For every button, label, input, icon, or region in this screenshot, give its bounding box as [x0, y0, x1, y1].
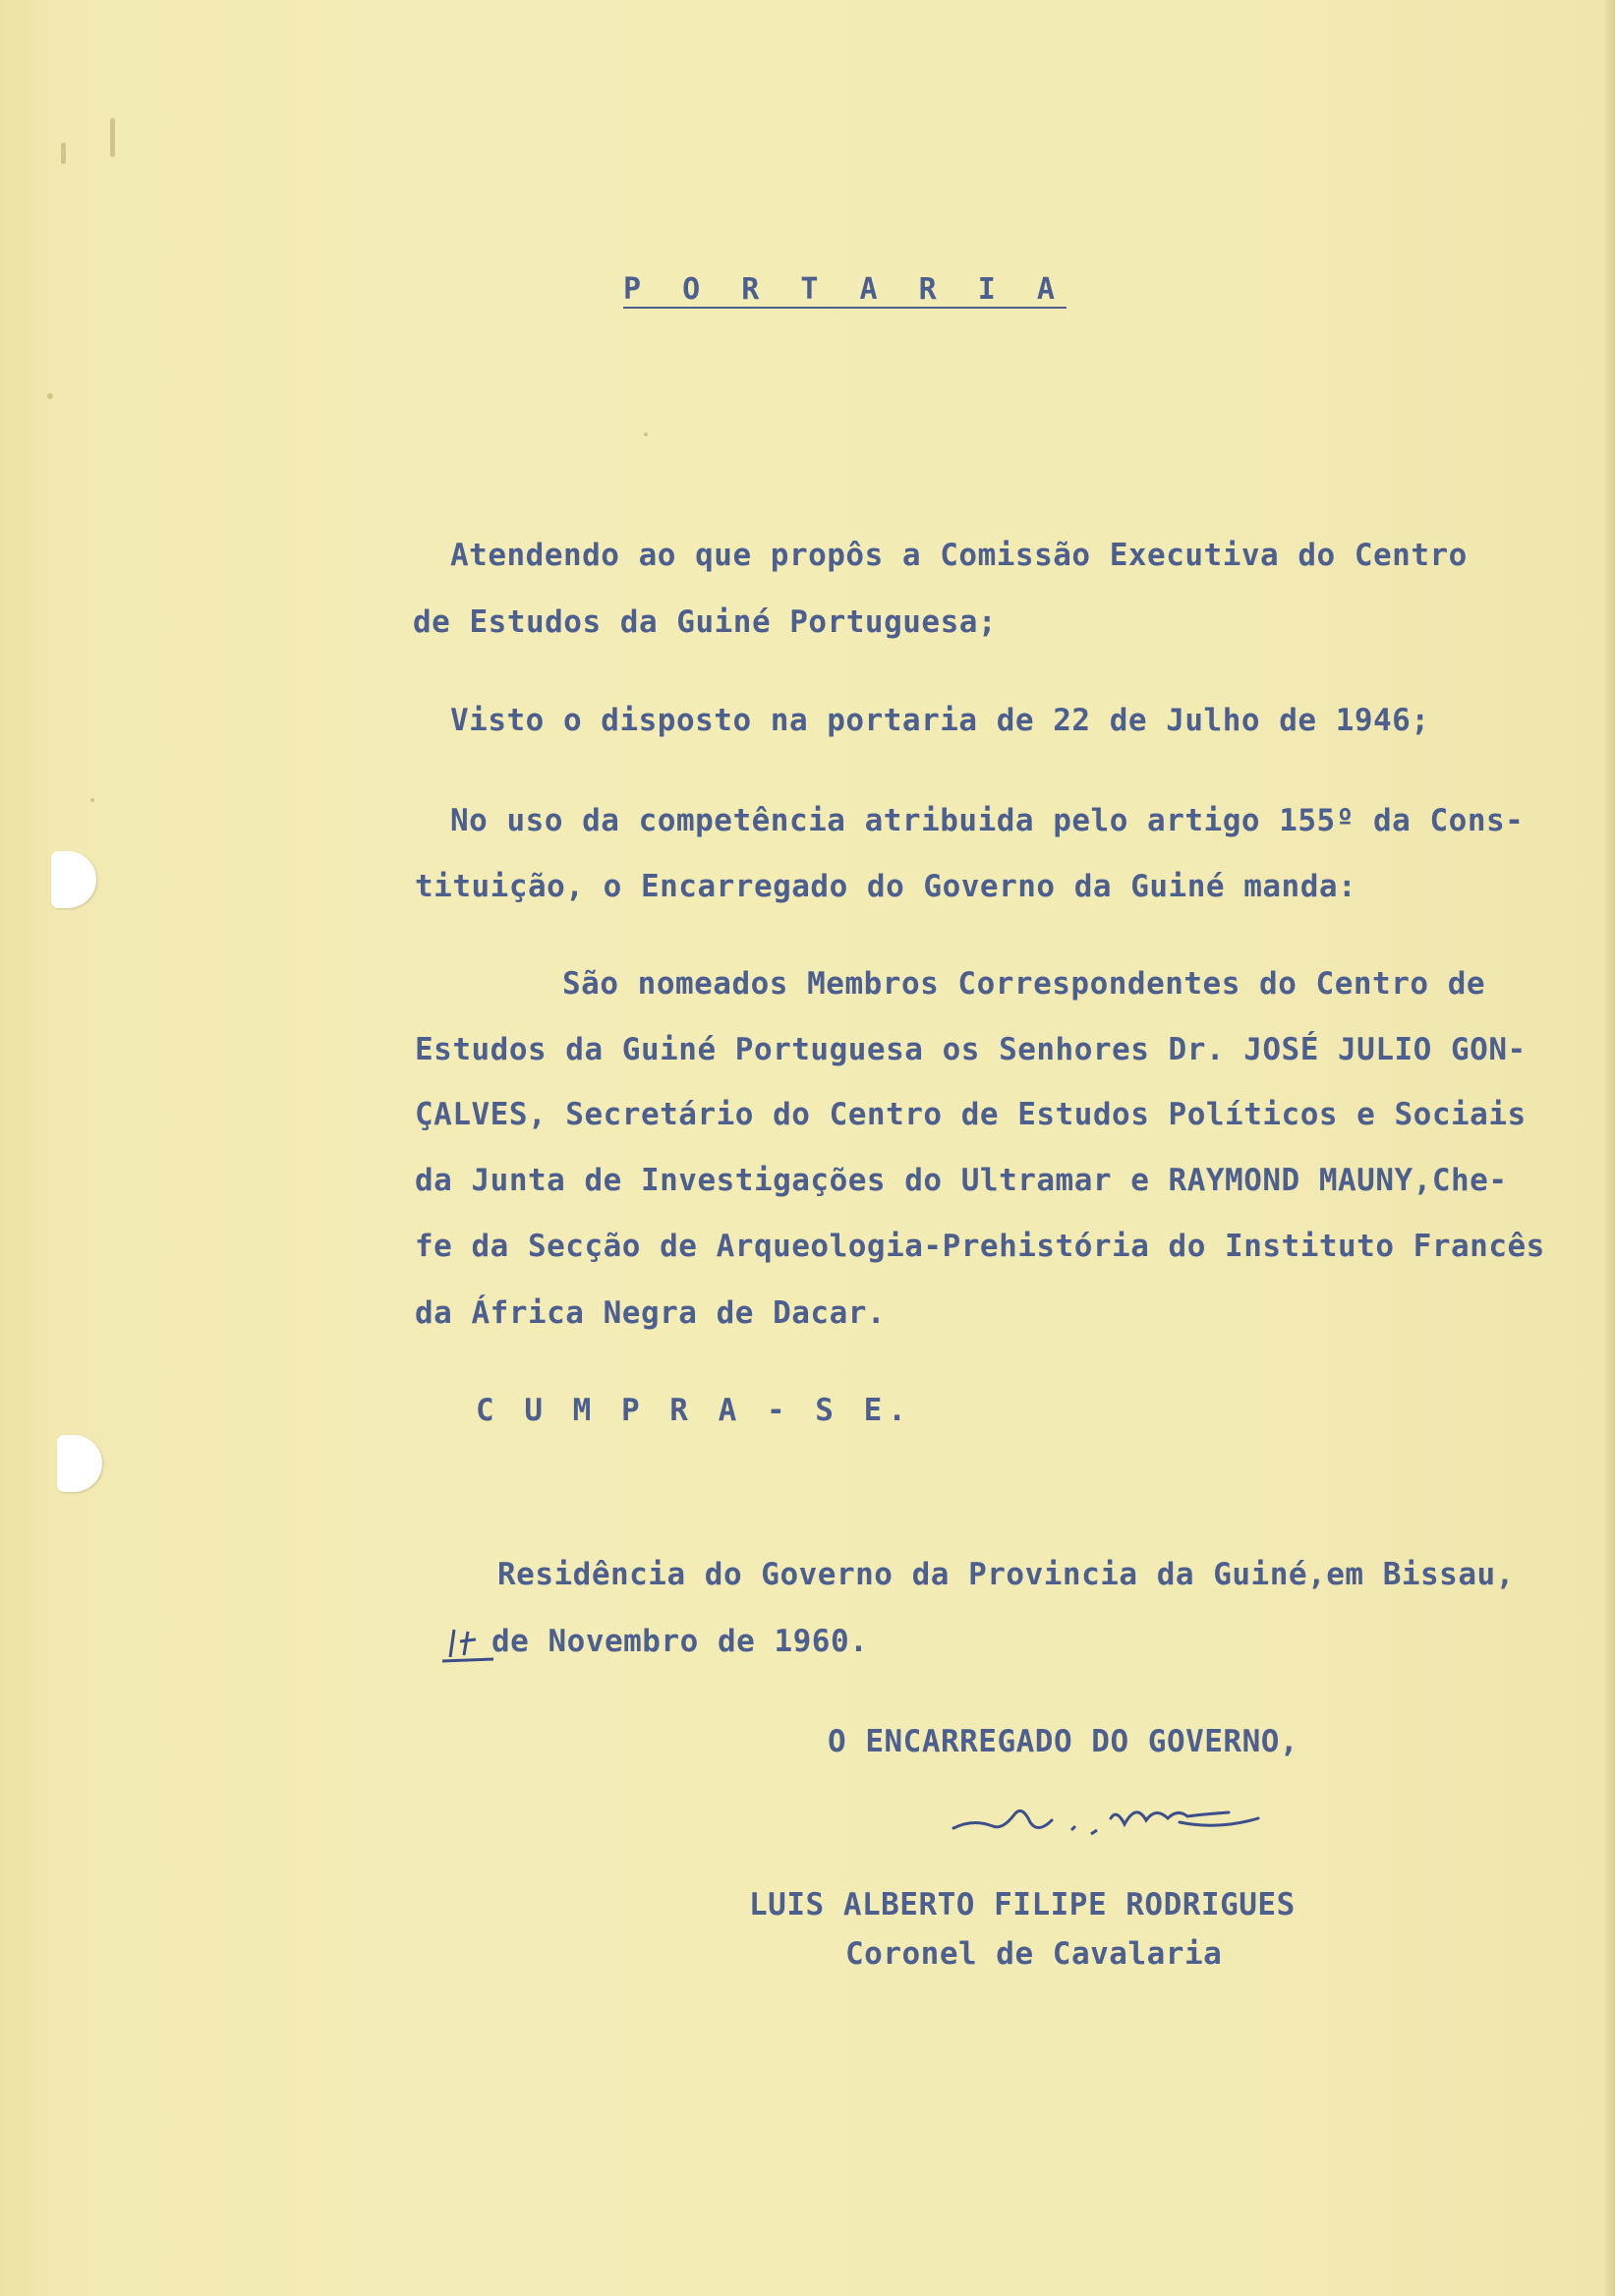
paper-edge	[1603, 0, 1615, 2296]
paper-speck	[90, 798, 94, 802]
paragraph-4-line-4: da Junta de Investigações do Ultramar e RAYMOND MAUNY,Che-	[415, 1163, 1508, 1198]
signatory-name: LUIS ALBERTO FILIPE RODRIGUES	[749, 1887, 1296, 1923]
paper-speck	[61, 143, 66, 164]
paper-speck	[110, 118, 115, 157]
paper-speck	[644, 432, 648, 436]
paragraph-4-line-6: da África Negra de Dacar.	[415, 1295, 887, 1331]
paragraph-4-line-1: São nomeados Membros Correspondentes do Centro de	[562, 966, 1486, 1002]
paragraph-3-line-2: tituição, o Encarregado do Governo da Guiné manda:	[415, 869, 1357, 904]
paragraph-2-line-1: Visto o disposto na portaria de 22 de Julho de 1946;	[450, 703, 1430, 738]
handwritten-signature	[944, 1779, 1307, 1848]
date-line: de Novembro de 1960.	[491, 1624, 869, 1659]
signatory-role: O ENCARREGADO DO GOVERNO,	[828, 1724, 1299, 1759]
closing-command: C U M P R A - S E.	[476, 1393, 912, 1428]
document-title: P O R T A R I A	[623, 272, 1067, 307]
paragraph-4-line-5: fe da Secção de Arqueologia-Prehistória do Instituto Francês	[415, 1229, 1545, 1264]
paragraph-4-line-3: ÇALVES, Secretário do Centro de Estudos Políticos e Sociais	[415, 1097, 1527, 1132]
paragraph-4-line-2: Estudos da Guiné Portuguesa os Senhores Dr. JOSÉ JULIO GON-	[415, 1032, 1527, 1067]
place-line: Residência do Governo da Provincia da Guiné,em Bissau,	[497, 1557, 1515, 1592]
signatory-rank: Coronel de Cavalaria	[845, 1936, 1223, 1972]
paper-speck	[47, 393, 53, 399]
paragraph-1-line-2: de Estudos da Guiné Portuguesa;	[413, 604, 998, 640]
paragraph-3-line-1: No uso da competência atribuida pelo artigo 155º da Cons-	[450, 803, 1525, 838]
paragraph-1-line-1: Atendendo ao que propôs a Comissão Executiva do Centro	[450, 538, 1468, 573]
